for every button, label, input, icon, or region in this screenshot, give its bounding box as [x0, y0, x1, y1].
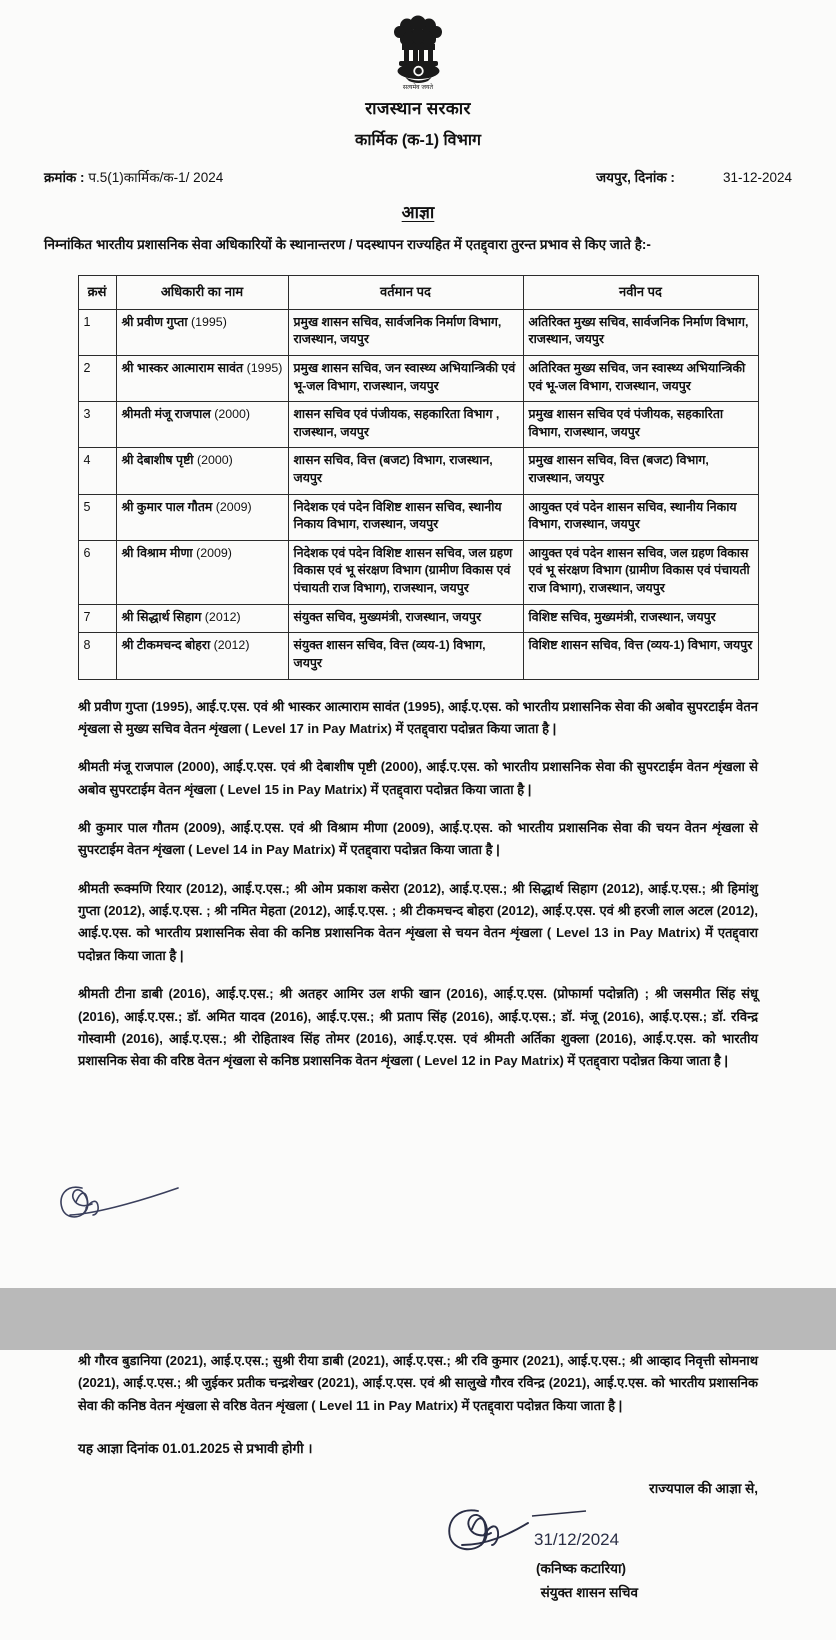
- cell-new-post: विशिष्ट सचिव, मुख्यमंत्री, राजस्थान, जयपुर: [523, 604, 758, 633]
- promotion-paragraph-level-14: श्री कुमार पाल गौतम (2009), आई.ए.एस. एवं श्री विश्राम मीणा (2009), आई.ए.एस. को भारतीय प्रशासनिक सेवा की चयन वेतन शृंखला से सुपरटाईम वेतन शृंखला ( Level 14 in Pay Matrix) में एतद्द्वारा पदोन्नत किया जाता है |: [78, 820, 758, 858]
- cell-serial: 7: [78, 604, 116, 633]
- promotion-paragraph-level-17: श्री प्रवीण गुप्ता (1995), आई.ए.एस. एवं श्री भास्कर आत्माराम सावंत (1995), आई.ए.एस. को भारतीय प्रशासनिक सेवा की अबोव सुपरटाईम वेतन शृंखला से मुख्य सचिव वेतन शृंखला ( Level 17 in Pay Matrix) में एतद्द्वारा पदोन्नत किया जाता है |: [78, 698, 758, 736]
- promotion-paragraph-level-15: श्रीमती मंजू राजपाल (2000), आई.ए.एस. एवं श्री देबाशीष पृष्टी (2000), आई.ए.एस. को भारतीय प्रशासनिक सेवा की सुपरटाईम वेतन शृंखला से अबोव सुपरटाईम वेतन शृंखला ( Level 15 in Pay Matrix) में एतद्द्वारा पदोन्नत किया जाता है |: [78, 759, 758, 797]
- table-row: [78, 540, 758, 604]
- cell-serial: 2: [78, 355, 116, 401]
- table-row: [78, 448, 758, 494]
- officer-batch-year: (2012): [204, 609, 241, 624]
- cell-serial: 5: [78, 494, 116, 540]
- effective-date-text: यह आज्ञा दिनांक 01.01.2025 से प्रभावी होगी ।: [78, 1441, 313, 1457]
- officer-name: श्री कुमार पाल गौतम: [121, 499, 213, 514]
- signature-block: [78, 1497, 758, 1601]
- cell-current-post: प्रमुख शासन सचिव, जन स्वास्थ्य अभियान्त्रिकी एवं भू-जल विभाग, राजस्थान, जयपुर: [288, 355, 523, 401]
- officer-name: श्री टीकमचन्द बोहरा: [121, 638, 211, 653]
- cell-name: [116, 633, 288, 679]
- officer-batch-year: (2009): [215, 499, 252, 514]
- cell-new-post: आयुक्त एवं पदेन शासन सचिव, जल ग्रहण विकास एवं भू संरक्षण विभाग (ग्रामीण विकास एवं पंचायती राज विभाग), राजस्थान, जयपुर: [523, 540, 758, 604]
- officer-name: श्री विश्राम मीणा: [121, 545, 193, 560]
- column-header-new: नवीन पद: [523, 276, 758, 309]
- column-header-serial: क्रसं: [78, 276, 116, 309]
- page-separator: [0, 1288, 836, 1310]
- government-title: राजस्थान सरकार: [365, 99, 471, 118]
- cell-serial: 4: [78, 448, 116, 494]
- cell-new-post: अतिरिक्त मुख्य सचिव, सार्वजनिक निर्माण विभाग, राजस्थान, जयपुर: [523, 309, 758, 355]
- cell-name: [116, 355, 288, 401]
- officer-batch-year: (1995): [191, 314, 227, 329]
- page1-signature-mark: [52, 1168, 212, 1238]
- officer-batch-year: (2000): [214, 407, 251, 422]
- signatory-signature-mark: [436, 1499, 666, 1561]
- officer-name: श्री भास्कर आत्माराम सावंत: [121, 360, 244, 375]
- order-number-value: प.5(1)कार्मिक/क-1/ 2024: [88, 170, 224, 185]
- cell-name: [116, 402, 288, 448]
- cell-new-post: विशिष्ट शासन सचिव, वित्त (व्यय-1) विभाग, जयपुर: [523, 633, 758, 679]
- emblem-container: [38, 0, 798, 92]
- cell-serial: 8: [78, 633, 116, 679]
- order-heading: आज्ञा: [401, 203, 435, 222]
- signatory-designation: संयुक्त शासन सचिव: [540, 1585, 638, 1601]
- cell-name: [116, 540, 288, 604]
- cell-name: [116, 309, 288, 355]
- officer-name: श्री सिद्धार्थ सिहाग: [121, 609, 202, 624]
- place-date-label: जयपुर, दिनांक :: [596, 170, 675, 185]
- officer-batch-year: (2009): [196, 545, 232, 560]
- column-header-name: अधिकारी का नाम: [116, 276, 288, 309]
- officer-name: श्री प्रवीण गुप्ता: [121, 314, 188, 329]
- cell-current-post: निदेशक एवं पदेन विशिष्ट शासन सचिव, जल ग्रहण विकास एवं भू संरक्षण विभाग (ग्रामीण विकास एवं पंचायती राज विभाग), राजस्थान, जयपुर: [288, 540, 523, 604]
- promotion-paragraph-level-13: श्रीमती रूक्मणि रियार (2012), आई.ए.एस.; श्री ओम प्रकाश कसेरा (2012), आई.ए.एस.; श्री सिद्धार्थ सिहाग (2012), आई.ए.एस.; श्री हिमांशु गुप्ता (2012), आई.ए.एस. ; श्री नमित मेहता (2012), आई.ए.एस. ; श्री टीकमचन्द बोहरा (2012), आई.ए.एस. एवं श्री हरजी लाल अटल (2012), आई.ए.एस. को भारतीय प्रशासनिक सेवा की कनिष्ठ प्रशासनिक वेतन शृंखला से चयन वेतन शृंखला ( Level 13 in Pay Matrix) में एतद्द्वारा पदोन्नत किया जाता है |: [78, 880, 758, 963]
- cell-serial: 3: [78, 402, 116, 448]
- department-title: कार्मिक (क-1) विभाग: [355, 132, 481, 149]
- promotion-paragraph-level-11: श्री गौरव बुडानिया (2021), आई.ए.एस.; सुश्री रीया डाबी (2021), आई.ए.एस.; श्री रवि कुमार (2021), आई.ए.एस.; श्री आव्हाद निवृत्ती सोमनाथ (2021), आई.ए.एस.; श्री जुईकर प्रतीक चन्द्रशेखर (2021), आई.ए.एस. एवं श्री सालुखे गौरव रविन्द्र (2021), आई.ए.एस. को भारतीय प्रशासनिक सेवा की कनिष्ठ वेतन शृंखला से वरिष्ठ वेतन शृंखला ( Level 11 in Pay Matrix) में एतद्द्वारा पदोन्नत किया जाता है |: [78, 1353, 758, 1413]
- preamble-text: निम्नांकित भारतीय प्रशासनिक सेवा अधिकारियों के स्थानान्तरण / पदस्थापन राज्यहित में एतद्द्वारा तुरन्त प्रभाव से किए जाते है:-: [44, 237, 651, 252]
- order-number-label: क्रमांक :: [44, 170, 85, 185]
- cell-new-post: आयुक्त एवं पदेन शासन सचिव, स्थानीय निकाय विभाग, राजस्थान, जयपुर: [523, 494, 758, 540]
- table-row: [78, 402, 758, 448]
- cell-serial: 6: [78, 540, 116, 604]
- cell-new-post: प्रमुख शासन सचिव एवं पंजीयक, सहकारिता विभाग, राजस्थान, जयपुर: [523, 402, 758, 448]
- column-header-current: वर्तमान पद: [288, 276, 523, 309]
- cell-current-post: प्रमुख शासन सचिव, सार्वजनिक निर्माण विभाग, राजस्थान, जयपुर: [288, 309, 523, 355]
- table-row: [78, 633, 758, 679]
- cell-name: [116, 494, 288, 540]
- table-row: [78, 309, 758, 355]
- officer-batch-year: (1995): [246, 360, 283, 375]
- cell-current-post: शासन सचिव, वित्त (बजट) विभाग, राजस्थान, जयपुर: [288, 448, 523, 494]
- signature-date-text: 31/12/2024: [534, 1530, 620, 1550]
- transfer-posting-table: [78, 275, 759, 679]
- cell-current-post: संयुक्त सचिव, मुख्यमंत्री, राजस्थान, जयपुर: [288, 604, 523, 633]
- promotion-paragraph-level-12: श्रीमती टीना डाबी (2016), आई.ए.एस.; श्री अतहर आमिर उल शफी खान (2016), आई.ए.एस. (प्रोफार्मा पदोन्नति) ; श्री जसमीत सिंह संधू (2016), आई.ए.एस.; डॉ. अमित यादव (2016), आई.ए.एस.; श्री प्रताप सिंह (2016), आई.ए.एस.; डॉ. मंजू (2016), आई.ए.एस.; डॉ. रविन्द्र गोस्वामी (2016), आई.ए.एस.; श्री रोहिताश्व सिंह तोमर (2016), आई.ए.एस. एवं श्रीमती अर्तिका शुक्ला (2016), आई.ए.एस. को भारतीय प्रशासनिक सेवा की वरिष्ठ वेतन शृंखला से कनिष्ठ प्रशासनिक वेतन शृंखला ( Level 12 in Pay Matrix) में एतद्द्वारा पदोन्नत किया जाता है |: [78, 986, 758, 1069]
- officer-batch-year: (2012): [213, 638, 250, 653]
- cell-current-post: संयुक्त शासन सचिव, वित्त (व्यय-1) विभाग, जयपुर: [288, 633, 523, 679]
- document-page-2: [0, 1350, 836, 1640]
- signatory-name: (कनिष्क कटारिया): [536, 1561, 626, 1577]
- cell-new-post: अतिरिक्त मुख्य सचिव, जन स्वास्थ्य अभियान्त्रिकी एवं भू-जल विभाग, राजस्थान, जयपुर: [523, 355, 758, 401]
- table-row: [78, 604, 758, 633]
- officer-name: श्रीमती मंजू राजपाल: [121, 407, 211, 422]
- by-order-of-governor: राज्यपाल की आज्ञा से,: [649, 1481, 758, 1497]
- table-row: [78, 494, 758, 540]
- order-meta-row: [38, 168, 798, 186]
- order-number-group: [44, 168, 223, 186]
- cell-new-post: प्रमुख शासन सचिव, वित्त (बजट) विभाग, राजस्थान, जयपुर: [523, 448, 758, 494]
- cell-current-post: निदेशक एवं पदेन विशिष्ट शासन सचिव, स्थानीय निकाय विभाग, राजस्थान, जयपुर: [288, 494, 523, 540]
- officer-batch-year: (2000): [196, 453, 233, 468]
- cell-name: [116, 604, 288, 633]
- cell-name: [116, 448, 288, 494]
- table-header-row: [78, 276, 758, 309]
- cell-current-post: शासन सचिव एवं पंजीयक, सहकारिता विभाग , राजस्थान, जयपुर: [288, 402, 523, 448]
- national-emblem-icon: [387, 14, 449, 92]
- officer-name: श्री देबाशीष पृष्टी: [121, 453, 194, 468]
- order-date-value: 31-12-2024: [722, 170, 792, 185]
- emblem-motto: सत्यमेव जयते: [402, 84, 434, 91]
- table-row: [78, 355, 758, 401]
- cell-serial: 1: [78, 309, 116, 355]
